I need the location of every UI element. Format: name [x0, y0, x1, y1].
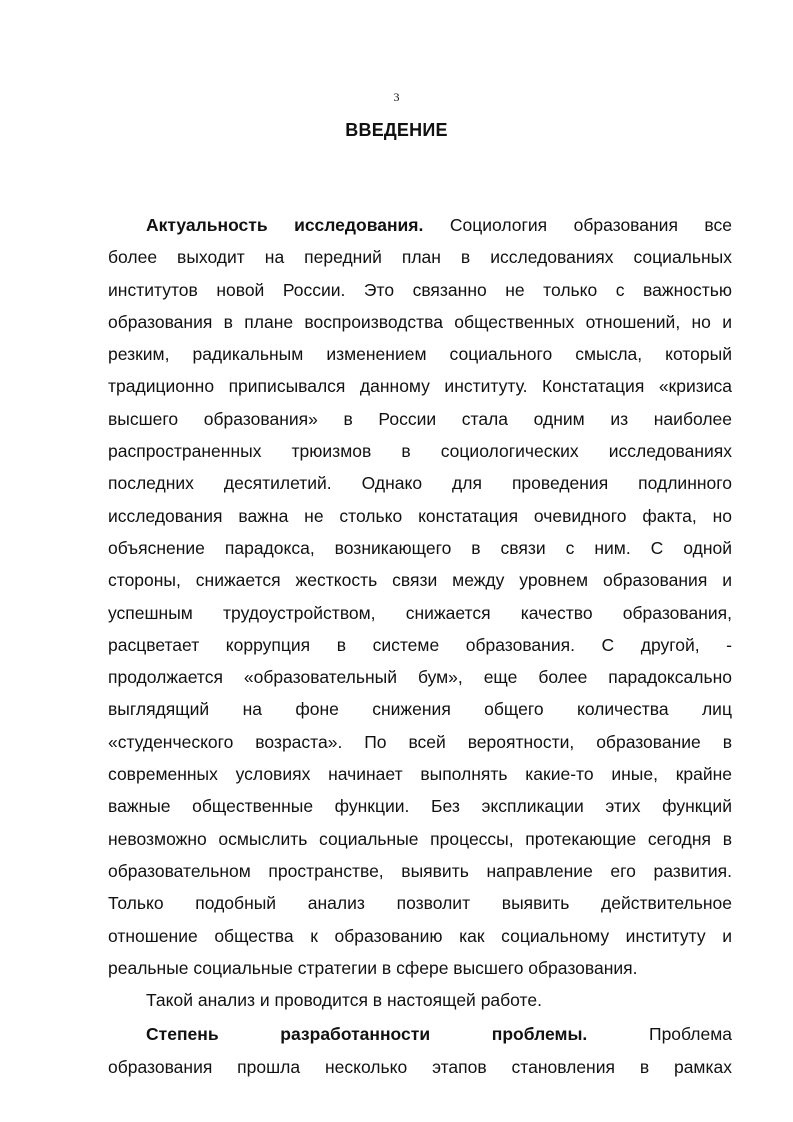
text-line: образования прошла несколько этапов становления в рамках [108, 1056, 732, 1077]
text-line: резким, радикальным изменением социального смысла, который [108, 344, 732, 365]
text-line: Актуальность исследования. Социология образования все [146, 215, 732, 235]
text-line: последних десятилетий. Однако для проведения подлинного [108, 473, 732, 494]
text-line: Только подобный анализ позволит выявить действительное [108, 893, 732, 914]
text-line: «студенческого возраста». По всей вероятности, образование в [108, 731, 732, 752]
text-line: расцветает коррупция в системе образования. С другой, - [108, 634, 732, 655]
text-line: более выходит на передний план в исследованиях социальных [108, 247, 732, 268]
text-line: современных условиях начинает выполнять какие-то иные, крайне [108, 764, 732, 785]
text-line: Такой анализ и проводится в настоящей работе. [146, 990, 542, 1011]
text-line: реальные социальные стратегии в сфере высшего образования. [108, 957, 638, 978]
text-line: Степень разработанности проблемы. Проблема [146, 1024, 732, 1045]
paragraph-heading: Степень разработанности проблемы. [146, 1024, 588, 1045]
text-line: распространенных трюизмов в социологических исследованиях [108, 441, 732, 462]
page-number: 3 [393, 90, 400, 104]
page-title: ВВЕДЕНИЕ [345, 120, 448, 140]
text-line: традиционно приписывался данному институту. Констатация «кризиса [108, 376, 732, 397]
text-line: важные общественные функции. Без экспликации этих функций [108, 796, 732, 817]
text-line: институтов новой России. Это связанно не только с важностью [108, 279, 732, 300]
text-line: выглядящий на фоне снижения общего количества лиц [108, 699, 732, 720]
text-line: исследования важна не столько констатация очевидного факта, но [108, 505, 732, 526]
text-line: продолжается «образовательный бум», еще более парадоксально [108, 667, 732, 688]
text-line: образовательном пространстве, выявить направление его развития. [108, 860, 732, 881]
paragraph-heading: Актуальность исследования. [146, 215, 424, 235]
text-line: невозможно осмыслить социальные процессы, протекающие сегодня в [108, 828, 732, 849]
text-line: стороны, снижается жесткость связи между уровнем образования и [108, 570, 732, 591]
text-line: успешным трудоустройством, снижается качество образования, [108, 602, 732, 623]
text-line: отношение общества к образованию как социальному институту и [108, 925, 732, 946]
text-line: объяснение парадокса, возникающего в связи с ним. С одной [108, 537, 732, 558]
text-line: образования в плане воспроизводства общественных отношений, но и [108, 311, 732, 332]
text-line: высшего образования» в России стала одним из наиболее [108, 408, 732, 429]
document-body [108, 209, 732, 1083]
